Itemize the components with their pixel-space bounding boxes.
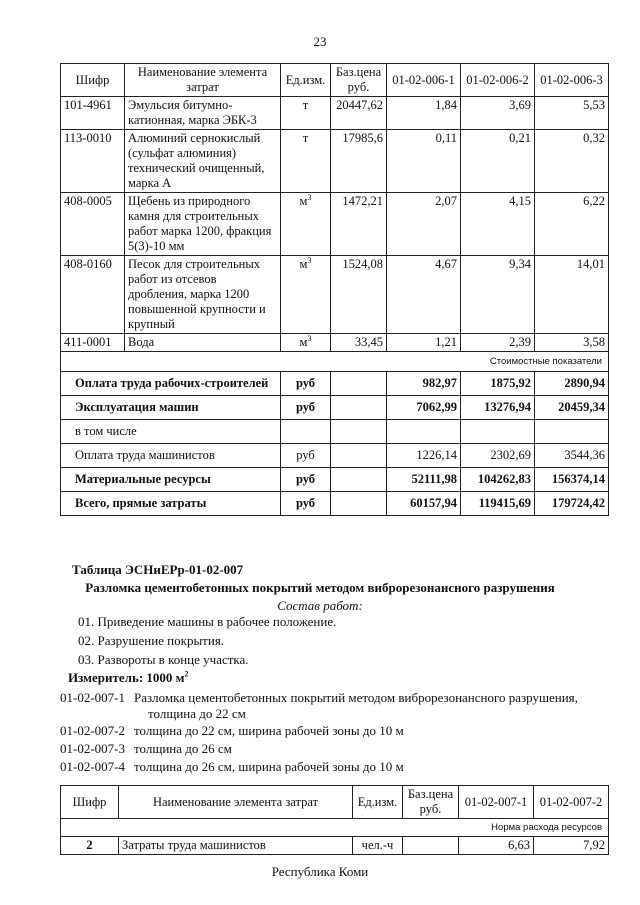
summary-price bbox=[331, 444, 387, 468]
summary-row bbox=[61, 492, 609, 516]
summary-unit: руб bbox=[281, 492, 331, 516]
resource-table-007 bbox=[60, 785, 609, 855]
summary-row bbox=[61, 420, 609, 444]
header-unit: Ед.изм. bbox=[353, 786, 403, 819]
summary-row bbox=[61, 444, 609, 468]
summary-value-1: 1226,14 bbox=[387, 444, 461, 468]
item-text: толщина до 26 см bbox=[134, 741, 232, 756]
header-col-2: 01-02-007-2 bbox=[534, 786, 609, 819]
row-name: Вода bbox=[125, 334, 281, 352]
header-price: Баз.цена руб. bbox=[331, 64, 387, 97]
row-code: 101-4961 bbox=[61, 97, 125, 130]
item-text-continued: толщина до 22 см bbox=[148, 706, 246, 721]
item-text: толщина до 22 см, ширина рабочей зоны до 10 м bbox=[134, 723, 404, 738]
table-row bbox=[61, 334, 609, 352]
header-code: Шифр bbox=[61, 64, 125, 97]
table-row bbox=[61, 130, 609, 193]
row-value-3: 3,58 bbox=[535, 334, 609, 352]
summary-value-2: 13276,94 bbox=[461, 396, 535, 420]
summary-unit: руб bbox=[281, 444, 331, 468]
summary-name: Оплата труда рабочих-строителей bbox=[61, 372, 281, 396]
table-row bbox=[61, 256, 609, 334]
summary-value-3: 156374,14 bbox=[535, 468, 609, 492]
header-col-1: 01-02-007-1 bbox=[459, 786, 534, 819]
row-unit: $м^3$ bbox=[281, 193, 331, 256]
row-code: 2 bbox=[61, 837, 119, 855]
row-value-3: 14,01 bbox=[535, 256, 609, 334]
summary-unit: руб bbox=[281, 396, 331, 420]
header-name: Наименование элемента затрат bbox=[125, 64, 281, 97]
row-value-2: 2,39 bbox=[461, 334, 535, 352]
summary-value-3: 2890,94 bbox=[535, 372, 609, 396]
summary-value-1: 52111,98 bbox=[387, 468, 461, 492]
footer-region: Республика Коми bbox=[271, 864, 369, 879]
row-value-2: 4,15 bbox=[461, 193, 535, 256]
row-value-2: 9,34 bbox=[461, 256, 535, 334]
row-value-1: 2,07 bbox=[387, 193, 461, 256]
row-value-1: 4,67 bbox=[387, 256, 461, 334]
item-text: толщина до 26 см, ширина рабочей зоны до 10 м bbox=[134, 759, 404, 774]
table-header-row bbox=[61, 64, 609, 97]
item-code: 01-02-007-3 bbox=[60, 741, 125, 756]
summary-row bbox=[61, 372, 609, 396]
row-value-3: 6,22 bbox=[535, 193, 609, 256]
row-price: 1524,08 bbox=[331, 256, 387, 334]
row-code: 411-0001 bbox=[61, 334, 125, 352]
item-code: 01-02-007-2 bbox=[60, 723, 125, 738]
header-code: Шифр bbox=[61, 786, 119, 819]
summary-value-2 bbox=[461, 420, 535, 444]
summary-row bbox=[61, 396, 609, 420]
table-row bbox=[61, 97, 609, 130]
norm-row bbox=[61, 819, 609, 837]
work-step: 03. Развороты в конце участка. bbox=[78, 652, 249, 667]
summary-value-2: 2302,69 bbox=[461, 444, 535, 468]
summary-value-3: 20459,34 bbox=[535, 396, 609, 420]
composition-title: Состав работ: bbox=[277, 598, 363, 613]
row-value-2: 3,69 bbox=[461, 97, 535, 130]
row-price bbox=[403, 837, 459, 855]
summary-unit: руб bbox=[281, 372, 331, 396]
item-code: 01-02-007-4 bbox=[60, 759, 125, 774]
header-name: Наименование элемента затрат bbox=[119, 786, 353, 819]
summary-value-2: 119415,69 bbox=[461, 492, 535, 516]
row-code: 113-0010 bbox=[61, 130, 125, 193]
row-value-1: 6,63 bbox=[459, 837, 534, 855]
row-name: Алюминий сернокислый (сульфат алюминия) технический очищенный, марка А bbox=[125, 130, 281, 193]
summary-name: Эксплуатация машин bbox=[61, 396, 281, 420]
row-name: Затраты труда машинистов bbox=[119, 837, 353, 855]
row-price: 17985,6 bbox=[331, 130, 387, 193]
header-col-3: 01-02-006-3 bbox=[535, 64, 609, 97]
summary-name: Материальные ресурсы bbox=[61, 468, 281, 492]
header-col-1: 01-02-006-1 bbox=[387, 64, 461, 97]
summary-price bbox=[331, 420, 387, 444]
summary-unit bbox=[281, 420, 331, 444]
measure-unit: Измеритель: 1000 $м^2$ bbox=[68, 669, 189, 685]
summary-value-3: 3544,36 bbox=[535, 444, 609, 468]
row-name: Эмульсия битумно-катионная, марка ЭБК-3 bbox=[125, 97, 281, 130]
row-price: 20447,62 bbox=[331, 97, 387, 130]
row-value-2: 7,92 bbox=[534, 837, 609, 855]
resource-table-006 bbox=[60, 63, 609, 516]
row-code: 408-0005 bbox=[61, 193, 125, 256]
summary-value-1: 7062,99 bbox=[387, 396, 461, 420]
header-unit: Ед.изм. bbox=[281, 64, 331, 97]
section-heading: Разломка цементобетонных покрытий методом виброрезонансного разрушения bbox=[85, 580, 555, 595]
work-step: 01. Приведение машины в рабочее положение. bbox=[78, 614, 337, 629]
row-unit: $м^3$ bbox=[281, 256, 331, 334]
summary-value-2: 104262,83 bbox=[461, 468, 535, 492]
row-value-1: 1,21 bbox=[387, 334, 461, 352]
row-unit: чел.-ч bbox=[353, 837, 403, 855]
table-header-row bbox=[61, 786, 609, 819]
summary-value-1: 60157,94 bbox=[387, 492, 461, 516]
summary-price bbox=[331, 396, 387, 420]
row-price: 33,45 bbox=[331, 334, 387, 352]
row-value-3: 5,53 bbox=[535, 97, 609, 130]
row-unit: $м^3$ bbox=[281, 334, 331, 352]
table-row bbox=[61, 837, 609, 855]
row-value-2: 0,21 bbox=[461, 130, 535, 193]
summary-value-3: 179724,42 bbox=[535, 492, 609, 516]
row-value-3: 0,32 bbox=[535, 130, 609, 193]
header-price: Баз.цена руб. bbox=[403, 786, 459, 819]
row-unit: т bbox=[281, 97, 331, 130]
table-row bbox=[61, 193, 609, 256]
row-name: Щебень из природного камня для строительных работ марка 1200, фракция 5(3)-10 мм bbox=[125, 193, 281, 256]
row-price: 1472,21 bbox=[331, 193, 387, 256]
cost-indicators-row bbox=[61, 352, 609, 372]
cost-indicators-label: Стоимостные показатели bbox=[61, 352, 609, 372]
summary-price bbox=[331, 492, 387, 516]
item-text: Разломка цементобетонных покрытий методом виброрезонансного разрушения, bbox=[134, 690, 578, 705]
summary-value-1: 982,97 bbox=[387, 372, 461, 396]
summary-unit: руб bbox=[281, 468, 331, 492]
summary-name: Оплата труда машинистов bbox=[61, 444, 281, 468]
work-step: 02. Разрушение покрытия. bbox=[78, 633, 225, 648]
page-number: 23 bbox=[313, 34, 327, 49]
row-value-1: 0,11 bbox=[387, 130, 461, 193]
table-title: Таблица ЭСНиЕРр-01-02-007 bbox=[72, 562, 244, 577]
summary-name: в том числе bbox=[61, 420, 281, 444]
row-unit: т bbox=[281, 130, 331, 193]
summary-price bbox=[331, 372, 387, 396]
summary-value-1 bbox=[387, 420, 461, 444]
header-col-2: 01-02-006-2 bbox=[461, 64, 535, 97]
row-code: 408-0160 bbox=[61, 256, 125, 334]
summary-price bbox=[331, 468, 387, 492]
norm-label: Норма расхода ресурсов bbox=[61, 819, 609, 837]
summary-value-2: 1875,92 bbox=[461, 372, 535, 396]
summary-value-3 bbox=[535, 420, 609, 444]
row-value-1: 1,84 bbox=[387, 97, 461, 130]
summary-name: Всего, прямые затраты bbox=[61, 492, 281, 516]
summary-row bbox=[61, 468, 609, 492]
row-name: Песок для строительных работ из отсевов дробления, марка 1200 повышенной крупности и крупный bbox=[125, 256, 281, 334]
item-code: 01-02-007-1 bbox=[60, 690, 125, 705]
